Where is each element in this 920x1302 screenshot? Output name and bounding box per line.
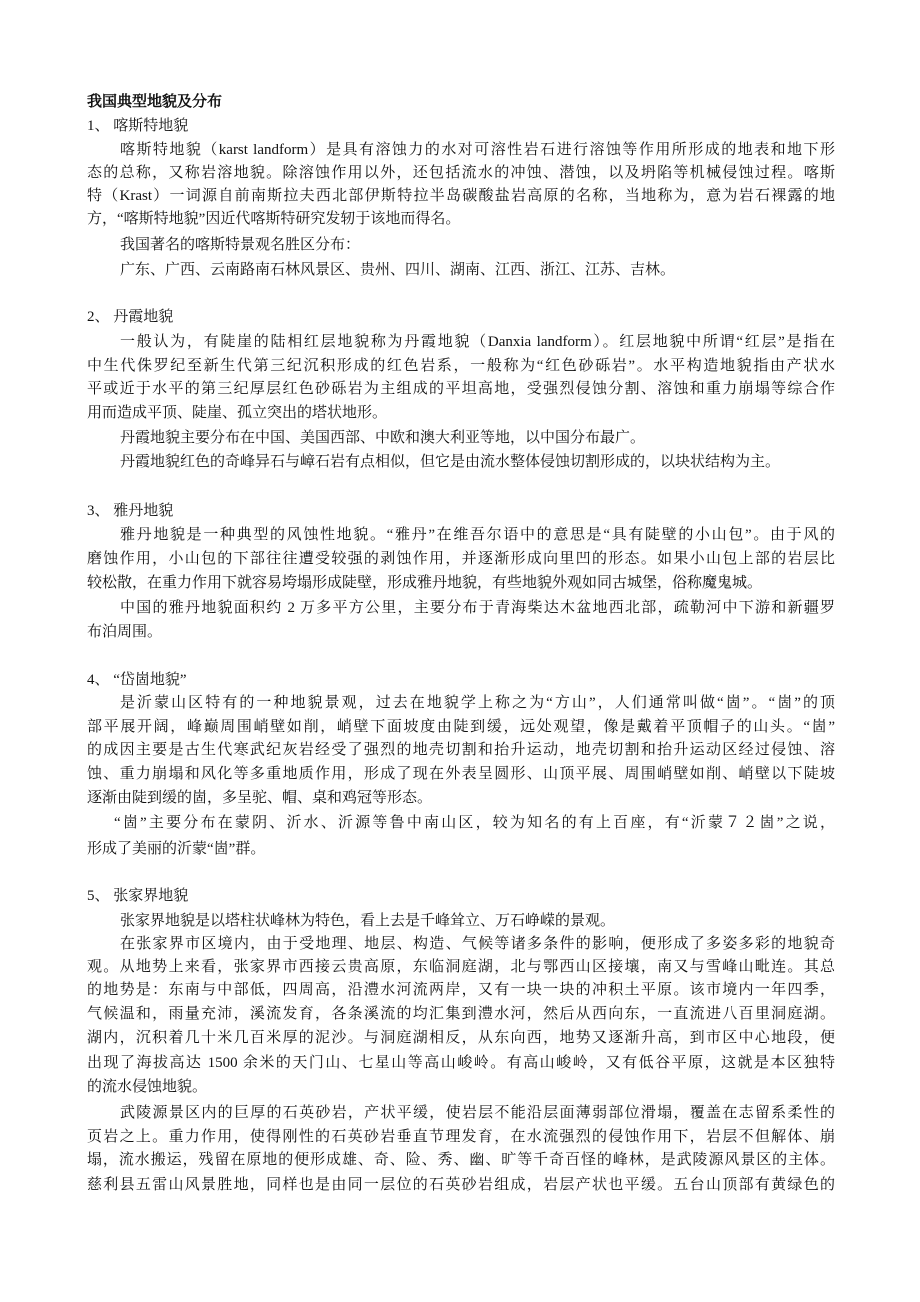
paragraph-line: 态的总称，又称岩溶地貌。除溶蚀作用以外，还包括流水的冲蚀、潜蚀，以及坍陷等机械侵蚀过程。喀斯 bbox=[87, 165, 835, 181]
paragraph-line: 塌，流水搬运，残留在原地的便形成雄、奇、险、秀、幽、旷等千奇百怪的峰林，是武陵源风景区的主体。 bbox=[87, 1152, 835, 1168]
document-title: 我国典型地貌及分布 bbox=[87, 94, 223, 110]
paragraph-line: 中生代侏罗纪至新生代第三纪沉积形成的红色岩系，一般称为“红色砂砾岩”。水平构造地貌指由产状水 bbox=[87, 358, 835, 374]
paragraph-line: 雅丹地貌是一种典型的风蚀性地貌。“雅丹”在维吾尔语中的意思是“具有陡壁的小山包”。由于风的 bbox=[120, 527, 835, 543]
paragraph-line: 特（Krast）一词源自前南斯拉夫西北部伊斯特拉半岛碳酸盐岩高原的名称，当地称为，意为岩石裸露的地 bbox=[87, 188, 835, 204]
paragraph-line: 的成因主要是古生代寒武纪灰岩经受了强烈的地壳切割和抬升运动，地壳切割和抬升运动区经过侵蚀、溶 bbox=[87, 742, 835, 758]
paragraph-line: 一般认为，有陡崖的陆相红层地貌称为丹霞地貌（Danxia landform）。红层地貌中所谓“红层”是指在 bbox=[120, 334, 835, 350]
paragraph-line: 的流水侵蚀地貌。 bbox=[87, 1079, 208, 1095]
section-heading: 1、 喀斯特地貌 bbox=[87, 118, 189, 134]
section-heading: 4、 “岱崮地貌” bbox=[87, 672, 187, 688]
section-heading: 5、 张家界地貌 bbox=[87, 888, 189, 904]
paragraph-line: 较松散，在重力作用下就容易垮塌形成陡壁，形成雅丹地貌，有些地貌外观如同古城堡，俗称魔鬼城。 bbox=[87, 575, 763, 591]
section-heading: 2、 丹霞地貌 bbox=[87, 309, 174, 325]
paragraph-line: 武陵源景区内的巨厚的石英砂岩，产状平缓，使岩层不能沿层面薄弱部位滑塌，覆盖在志留系柔性的 bbox=[120, 1105, 835, 1121]
paragraph-line: 我国著名的喀斯特景观名胜区分布： bbox=[120, 237, 361, 253]
paragraph-line: 湖内，沉积着几十米几百米厚的泥沙。与洞庭湖相反，从东向西，地势又逐渐升高，到市区中心地段，便 bbox=[87, 1030, 835, 1046]
paragraph-line: 逐渐由陡到缓的崮，多呈驼、帽、桌和鸡冠等形态。 bbox=[87, 790, 433, 806]
paragraph-line: 磨蚀作用，小山包的下部往往遭受较强的剥蚀作用，并逐渐形成向里凹的形态。如果小山包上部的岩层比 bbox=[87, 551, 835, 567]
section-heading: 3、 雅丹地貌 bbox=[87, 503, 174, 519]
paragraph-line: 中国的雅丹地貌面积约 2 万多平方公里，主要分布于青海柴达木盆地西北部，疏勒河中下游和新疆罗 bbox=[120, 600, 835, 616]
paragraph-line: 形成了美丽的沂蒙“崮”群。 bbox=[87, 841, 266, 857]
paragraph-line: 广东、广西、云南路南石林风景区、贵州、四川、湖南、江西、浙江、江苏、吉林。 bbox=[120, 262, 676, 278]
paragraph-line: 丹霞地貌主要分布在中国、美国西部、中欧和澳大利亚等地，以中国分布最广。 bbox=[120, 430, 646, 446]
paragraph-line: “崮”主要分布在蒙阴、沂水、沂源等鲁中南山区，较为知名的有上百座，有“沂蒙７２崮”之说， bbox=[114, 815, 835, 831]
paragraph-line: 用而造成平顶、陡崖、孤立突出的塔状地形。 bbox=[87, 405, 388, 421]
paragraph-line: 部平展开阔，峰巅周围峭壁如削，峭壁下面坡度由陡到缓，远处观望，像是戴着平顶帽子的山头。“崮” bbox=[87, 719, 835, 735]
paragraph-line: 是沂蒙山区特有的一种地貌景观，过去在地貌学上称之为“方山”，人们通常叫做“崮”。“崮”的顶 bbox=[120, 695, 835, 711]
paragraph-line: 布泊周围。 bbox=[87, 624, 163, 640]
paragraph-line: 蚀、重力崩塌和风化等多重地质作用，形成了现在外表呈圆形、山顶平展、周围峭壁如削、峭壁以下陡坡 bbox=[87, 766, 835, 782]
paragraph-line: 张家界地貌是以塔柱状峰林为特色，看上去是千峰耸立、万石峥嵘的景观。 bbox=[120, 913, 616, 929]
paragraph-line: 平或近于水平的第三纪厚层红色砂砾岩为主组成的平坦高地，受强烈侵蚀分割、溶蚀和重力崩塌等综合作 bbox=[87, 381, 835, 397]
paragraph-line: 观。从地势上来看，张家界市西接云贵高原，东临洞庭湖，北与鄂西山区接壤，南又与雪峰山毗连。其总 bbox=[87, 959, 835, 975]
paragraph-line: 气候温和，雨量充沛，溪流发育，各条溪流的均汇集到澧水河，然后从西向东，一直流进八百里洞庭湖。 bbox=[87, 1006, 835, 1022]
paragraph-line: 页岩之上。重力作用，使得刚性的石英砂岩垂直节理发育，在水流强烈的侵蚀作用下，岩层不但解体、崩 bbox=[87, 1129, 835, 1145]
paragraph-line: 方，“喀斯特地貌”因近代喀斯特研究发轫于该地而得名。 bbox=[87, 211, 461, 227]
paragraph-line: 出现了海拔高达 1500 余米的天门山、七星山等高山峻岭。有高山峻岭，又有低谷平原，这就是本区独特 bbox=[87, 1055, 835, 1071]
paragraph-line: 的地势是：东南与中部低，四周高，沿澧水河流两岸，又有一块一块的冲积土平原。该市境内一年四季， bbox=[87, 982, 835, 998]
paragraph-line: 慈利县五雷山风景胜地，同样也是由同一层位的石英砂岩组成，岩层产状也平缓。五台山顶部有黄绿色的 bbox=[87, 1177, 835, 1193]
paragraph-line: 丹霞地貌红色的奇峰异石与嶂石岩有点相似，但它是由流水整体侵蚀切割形成的，以块状结构为主。 bbox=[120, 454, 781, 470]
paragraph-line: 在张家界市区境内，由于受地理、地层、构造、气候等诸多条件的影响，便形成了多姿多彩的地貌奇 bbox=[120, 936, 835, 952]
paragraph-line: 喀斯特地貌（karst landform）是具有溶蚀力的水对可溶性岩石进行溶蚀等作用所形成的地表和地下形 bbox=[120, 142, 835, 158]
